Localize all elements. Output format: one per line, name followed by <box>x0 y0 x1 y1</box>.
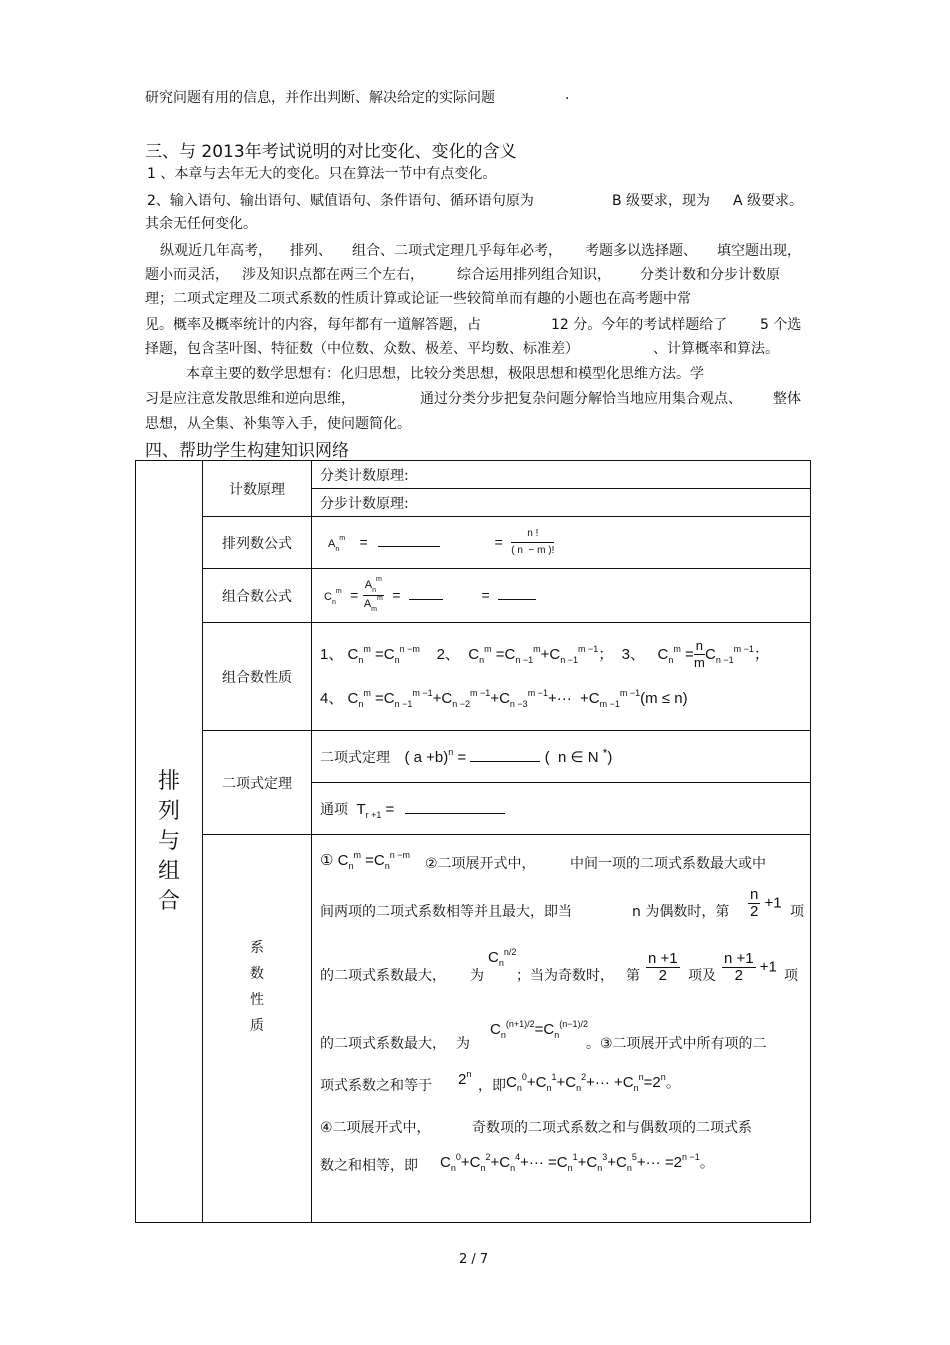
binomial-theorem-label: 二项式定理 <box>203 731 312 835</box>
para1-seg: 、计算概率和算法。 <box>653 341 779 357</box>
para1-seg: 见。概率及概率统计的内容，每年都有一道解答题，占 <box>145 317 481 333</box>
para1-seg: 考题多以选择题、 <box>585 243 697 259</box>
para2-line3: 思想，从全集、补集等入手，使问题简化。 <box>145 416 411 432</box>
combination-formula-label: 组合数公式 <box>203 569 312 623</box>
para1-seg: 组合、二项式定理几乎每年必考， <box>352 243 562 259</box>
coefficient-properties: ① $C_n^m =C_n^{n -m}$ ②二项展开式中， 中间一项的二项式系数最大或中 间两项的二项式系数相等并且最大，即当 n 为偶数时，第 $\frac{n}{2}$ +1 项 的二项式系数最大， 为 $C_n^{n/2}$ ；当为奇数时， 第 $\frac{n +1}{2}$ 项及 $\frac{n +1}{2}$ +1 项 的二项式系数最大， 为 $C_n^{(n+1)/2}=C_n^{(n-1)/2}$ 。③二项展开式中所有项的二 项式系数之和等于 2$^n$ ，即 $C_n^0+C_n^1+C_n^2+\cdot\cdot\cdot +C_n^n=2^n$。 ④二项展开式中， 奇数项的二项式系数之和与偶数项的二项式系 数之和相等，即 $C_n^0+C_n^2+C_n^4+\cdot\cdot\cdot =C_n^1+C_n^3+C_n^5+\cdot\cdot\cdot =2^{n -1}$。 <box>312 835 811 1223</box>
side-title-cell: 排 列 与 组 合 <box>136 461 203 1223</box>
para1-seg: 综合运用排列组合知识， <box>457 267 611 283</box>
multiplication-principle: 分步计数原理: <box>312 489 811 517</box>
para2-seg: 整体 <box>773 391 801 407</box>
addition-principle: 分类计数原理: <box>312 461 811 489</box>
item-2d: 其余无任何变化。 <box>145 216 257 232</box>
para2-line1: 本章主要的数学思想有：化归思想，比较分类思想，极限思想和模型化思维方法。学 <box>186 366 704 382</box>
permutation-formula: $A_n^m$ = = $\frac{n !}{( n - m )!}$ <box>312 517 811 569</box>
combination-properties: 1、 $C_n^m =C_n^{n -m}$ 2、 $C_n^m =C_{n -1}^m+C_{n -1}^{m -1}$； 3、 $C_n^m$ = $\frac{n}{m}$ $C_{n -1}^{m -1}$； 4、 $C_n^m =C_{n -1}^{m -1}+C_{n -2}^{m -1}+C_{n -3}^{m -1}+\cdot\cdot\cdot +C_{m -1}^{m -1}(m \le n)$ <box>312 623 811 731</box>
section-4-title: 四、帮助学生构建知识网络 <box>145 441 349 461</box>
item-2b: B 级要求，现为 <box>612 193 711 209</box>
para1-seg: 择题，包含茎叶图、特征数（中位数、众数、极差、平均数、标准差） <box>145 341 579 357</box>
para1-line3: 理；二项式定理及二项式系数的性质计算或论证一些较简单而有趣的小题也在高考题中常 <box>145 291 691 307</box>
intro-line: 研究问题有用的信息，并作出判断、解决给定的实际问题 <box>145 90 495 106</box>
combination-formula: $C_n^m$ = $\frac{A_n^m}{A_m^m}$ = = <box>312 569 811 623</box>
para1-seg: 题小而灵活， <box>145 267 229 283</box>
knowledge-table <box>135 460 811 1223</box>
general-term: 通项 $T_{r +1}$ = <box>312 783 811 835</box>
para2-seg: 通过分类分步把复杂问题分解恰当地应用集合观点、 <box>420 391 742 407</box>
binomial-theorem: 二项式定理 ( a +b)$^n$ = ( n ∈ N *) <box>312 731 811 783</box>
para1-seg: 12 分。今年的考试样题给了 <box>551 317 728 333</box>
item-2a: 2、输入语句、输出语句、赋值语句、条件语句、循环语句原为 <box>147 193 534 209</box>
para1-seg: 排列、 <box>290 243 332 259</box>
combination-properties-label: 组合数性质 <box>203 623 312 731</box>
para1-seg: 涉及知识点都在两三个左右， <box>242 267 424 283</box>
intro-line-end: . <box>565 87 570 103</box>
para1-seg: 纵观近几年高考， <box>160 243 272 259</box>
item-2c: A 级要求。 <box>733 193 804 209</box>
para1-seg: 填空题出现， <box>717 243 801 259</box>
counting-principle-label: 计数原理 <box>203 461 312 517</box>
permutation-formula-label: 排列数公式 <box>203 517 312 569</box>
para1-seg: 分类计数和分步计数原 <box>640 267 780 283</box>
coefficient-properties-label: 系 数 性 质 <box>203 835 312 1223</box>
item-1: 1 、本章与去年无大的变化。只在算法一节中有点变化。 <box>147 166 497 182</box>
para1-seg: 5 个选 <box>760 317 802 333</box>
page-number: 2 / 7 <box>459 1252 489 1267</box>
para2-seg: 习是应注意发散思维和逆向思维， <box>145 391 355 407</box>
section-3-title: 三、与 2013年考试说明的对比变化、变化的含义 <box>145 142 517 162</box>
